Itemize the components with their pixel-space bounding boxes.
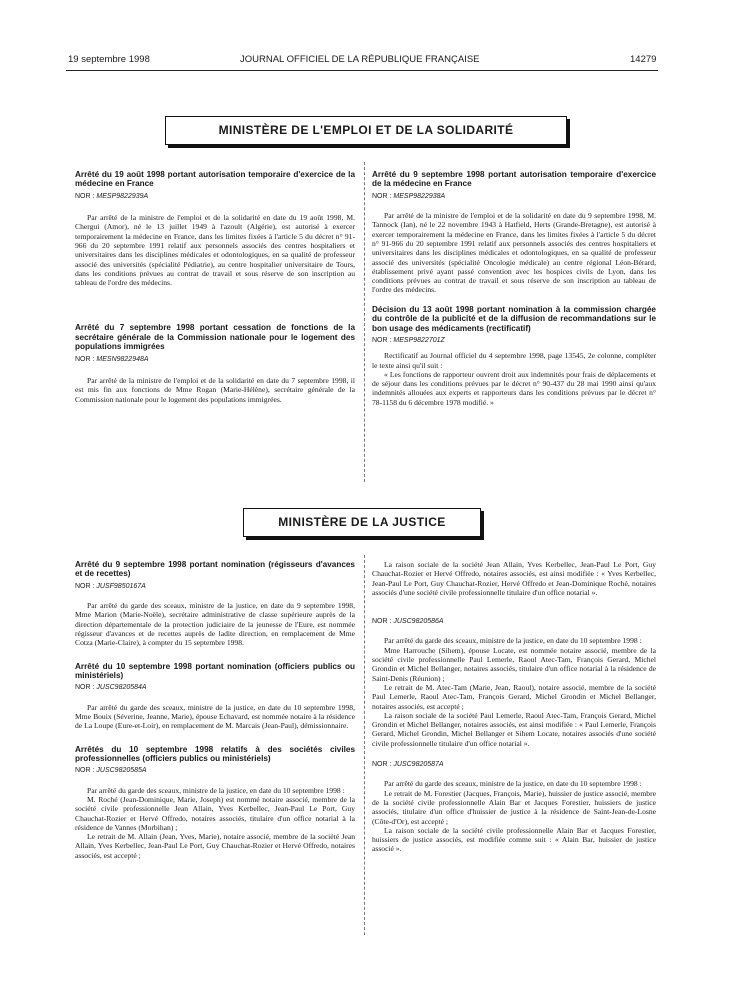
article-paragraph: « Les fonctions de rapporteur ouvrent droit aux indemnités pour frais de déplacements et de séjour dans les conditions prévues par le décret n° 90-437 du 28 mai 1990 ainsi qu'aux indemnités allouées aux experts et rapporteurs dans les conditions prévues par le décret n° 78-1158 du 6 décembre 1978 modifié. » <box>372 369 656 407</box>
article <box>75 170 355 287</box>
nor-reference: NOR : MESN9822948A <box>75 355 149 363</box>
article <box>75 662 355 731</box>
article-title: Arrêté du 9 septembre 1998 portant autorisation temporaire d'exercice de la médecine en France <box>372 170 656 189</box>
article-paragraph: Par arrêté de la ministre de l'emploi et de la solidarité en date du 19 août 1998, M. Chergui (Amor), né le 13 juillet 1949 à l'azoult (Algérie), est autorisé à exercer temporairement la médecine en France, dans les limites fixées à l'article 5 du décret n° 91-966 du 20 septembre 1991 relatif aux personnels associés des centres hospitaliers et universitaires dans les disciplines médicales et odontologiques, en sa qualité de professeur associé des universités (spécialité Pédiatrie), au centre hospitalier universitaire de Tours, dans les conditions prévues au contrat de travail et sous réserve de son inscription au tableau de l'ordre des médecins. <box>75 213 355 288</box>
article-paragraph: Le retrait de M. Forestier (Jacques, François, Marie), huissier de justice associé, membre de la société civile professionnelle Alain Bar et Jacques Forestier, huissiers de justice associés, titulaire d'un office d'huissier de justice à la résidence de Saint-Jean-de-Losne (Côte-d'Or), est accepté ; <box>372 788 656 826</box>
article-title: Arrêté du 7 septembre 1998 portant cessation de fonctions de la secrétaire générale de la Commission nationale pour le logement des populations immigrées <box>75 323 355 352</box>
article <box>372 617 656 748</box>
article-paragraph: Rectificatif au Journal officiel du 4 septembre 1998, page 13545, 2e colonne, compléter le texte ainsi qu'il suit : <box>372 351 656 370</box>
article-paragraph: M. Roché (Jean-Dominique, Marie, Joseph) est nommé notaire associé, membre de la société civile professionnelle Jean Allain, Yves Kerbellec, Jean-Paul Le Port, Guy Chauchat-Rozier et Hervé Offredo, notaires associés, titulaire d'un office notarial à la résidence de Vannes (Morbihan) ; <box>75 795 355 832</box>
article <box>75 560 355 648</box>
article-paragraph: Par arrêté du garde des sceaux, ministre de la justice, en date du 10 septembre 1998 : <box>384 779 642 789</box>
ministry2-left-column <box>75 560 355 860</box>
article <box>75 745 355 860</box>
article <box>372 760 656 854</box>
header-rule <box>66 70 658 71</box>
nor-reference: NOR : JUSC9820587A <box>372 761 444 769</box>
article <box>372 305 656 407</box>
article-paragraph: Par arrêté du garde des sceaux, ministre de la justice, en date du 10 septembre 1998, Mme Bouix (Séverine, Jeanne, Marie), épouse Echavard, est nommée notaire à la résidence de La Loupe (Eure-et-Loir), en remplacement de M. Marcais (Jean-Paul), démissionnaire. <box>75 702 355 731</box>
article-paragraph: La raison sociale de la société civile professionnelle Alain Bar et Jacques Forestier, huissiers de justice associés, est modifiée comme suit : « Alain Bar, huissier de justice associé ». <box>372 825 656 854</box>
nor-reference: NOR : MESP9822938A <box>372 192 446 200</box>
ministry1-left-column <box>75 170 355 404</box>
article-paragraph: Par arrêté de la ministre de l'emploi et de la solidarité en date du 7 septembre 1998, il est mis fin aux fonctions de Mme Rogan (Marie-Hélène), secrétaire générale de la Commission nationale pour le logement des populations immigrées. <box>75 376 355 404</box>
column-divider <box>364 555 365 935</box>
header-page-number: 14279 <box>630 54 657 65</box>
nor-reference: NOR : JUSC9820584A <box>75 684 147 692</box>
article-paragraph: Par arrêté du garde des sceaux, ministre de la justice, en date du 10 septembre 1998 : <box>384 636 642 646</box>
header-date: 19 septembre 1998 <box>68 54 150 65</box>
article-paragraph: Par arrêté de la ministre de l'emploi et de la solidarité en date du 9 septembre 1998, M. Tannock (Ian), né le 22 novembre 1943 à Hatfield, Herts (Grande-Bretagne), est autorisé à exercer temporairement la médecine en France, dans les limites fixées à l'article 5 du décret n° 91-966 du 20 septembre 1991 relatif aux personnels associés des centres hospitaliers et universitaires dans les disciplines médicales et odontologiques, en sa qualité de professeur associé des universités (spécialité Oncologie médicale) au centre régional Léon-Bérard, établissement privé ayant passé convention avec les hospices civils de Lyon, dans les conditions prévues au contrat de travail et sous réserve de son inscription au tableau de l'ordre des médecins. <box>372 211 656 295</box>
article-paragraph: Le retrait de M. Allain (Jean, Yves, Marie), notaire associé, membre de la société Jean Allain, Yves Kerbellec, Jean-Paul Le Port, Guy Chauchat-Rozier et Hervé Offredo, notaires associés, est accepté ; <box>75 832 355 860</box>
nor-reference: NOR : JUSF9850167A <box>75 582 146 590</box>
article-title: Arrêté du 19 août 1998 portant autorisation temporaire d'exercice de la médecine en France <box>75 170 355 189</box>
article-title: Arrêté du 10 septembre 1998 portant nomination (officiers publics ou ministériels) <box>75 661 355 680</box>
article-title: Arrêtés du 10 septembre 1998 relatifs à des sociétés civiles professionnelles (officiers publics ou ministériels) <box>75 744 355 763</box>
header-journal-title: JOURNAL OFFICIEL DE LA RÉPUBLIQUE FRANÇAISE <box>240 54 480 65</box>
column-divider <box>364 162 365 482</box>
article <box>372 170 656 295</box>
article-title: Décision du 13 août 1998 portant nomination à la commission chargée du contrôle de la publicité et de la diffusion de recommandations sur le bon usage des médicaments (rectificatif) <box>372 304 656 333</box>
article-paragraph: Par arrêté du garde des sceaux, ministre de la justice, en date du 10 septembre 1998 : <box>87 785 345 795</box>
ministry-banner-justice: MINISTÈRE DE LA JUSTICE <box>243 508 481 537</box>
article-paragraph: La raison sociale de la société Paul Lemerle, Raoul Atec-Tam, François Gerard, Michel Grondin et Michel Bellanger, notaires associés, est ainsi modifiée : « Paul Lemerle, François Gerard, Michel Grondin, Michel Bellanger et Sihem Locate, notaires associés d'une société civile professionnelle titulaire d'un office notarial ». <box>372 710 656 748</box>
article-paragraph: Le retrait de M. Atec-Tam (Marie, Jean, Raoul), notaire associé, membre de la société Paul Lemerle, Raoul Atec-Tam, François Gerard, Michel Grondin et Michel Bellanger, notaires associés, est accepté ; <box>372 682 656 711</box>
article <box>75 323 355 403</box>
ministry-banner-emploi: MINISTÈRE DE L'EMPLOI ET DE LA SOLIDARITÉ <box>165 116 567 145</box>
article-paragraph: Par arrêté du garde des sceaux, ministre de la justice, en date du 9 septembre 1998, Mme Marion (Marie-Noële), secrétaire administrative de classe supérieure auprès de la direction départementale de la protection judiciaire de la jeunesse de l'Eure, est nommée régisseur d'avances et de recettes auprès de ladite direction, en remplacement de Mme Cotza (Marie-Claire), à compter du 15 septembre 1998. <box>75 601 355 648</box>
article-paragraph: Mme Harrouche (Sihem), épouse Locate, est nommée notaire associé, membre de la société civile professionnelle Paul Lemerle, Raoul Atec-Tam, François Gerard, Michel Grondin et Michel Bellanger, notaires associés, titulaire d'un office notarial à la résidence de Saint-Denis (Réunion) ; <box>372 645 656 683</box>
article-title: Arrêté du 9 septembre 1998 portant nomination (régisseurs d'avances et de recettes) <box>75 560 355 579</box>
article-paragraph: La raison sociale de la société Jean Allain, Yves Kerbellec, Jean-Paul Le Port, Guy Chauchat-Rozier et Hervé Offredo, notaires associés, est ainsi modifiée : « Yves Kerbellec, Jean-Paul Le Port, Guy Chauchat-Rozier, Hervé Offredo et Jean-Dominique Roché, notaires associés d'une société civile professionnelle titulaire d'un office notarial ». <box>372 560 656 597</box>
nor-reference: NOR : MESP9822939A <box>75 192 149 200</box>
nor-reference: NOR : JUSC9820586A <box>372 618 444 626</box>
ministry1-right-column <box>372 170 656 407</box>
ministry2-right-column <box>372 560 656 854</box>
page-header <box>0 54 731 68</box>
nor-reference: NOR : MESP9822701Z <box>372 337 445 344</box>
nor-reference: NOR : JUSC9820585A <box>75 767 147 775</box>
article <box>372 560 656 597</box>
